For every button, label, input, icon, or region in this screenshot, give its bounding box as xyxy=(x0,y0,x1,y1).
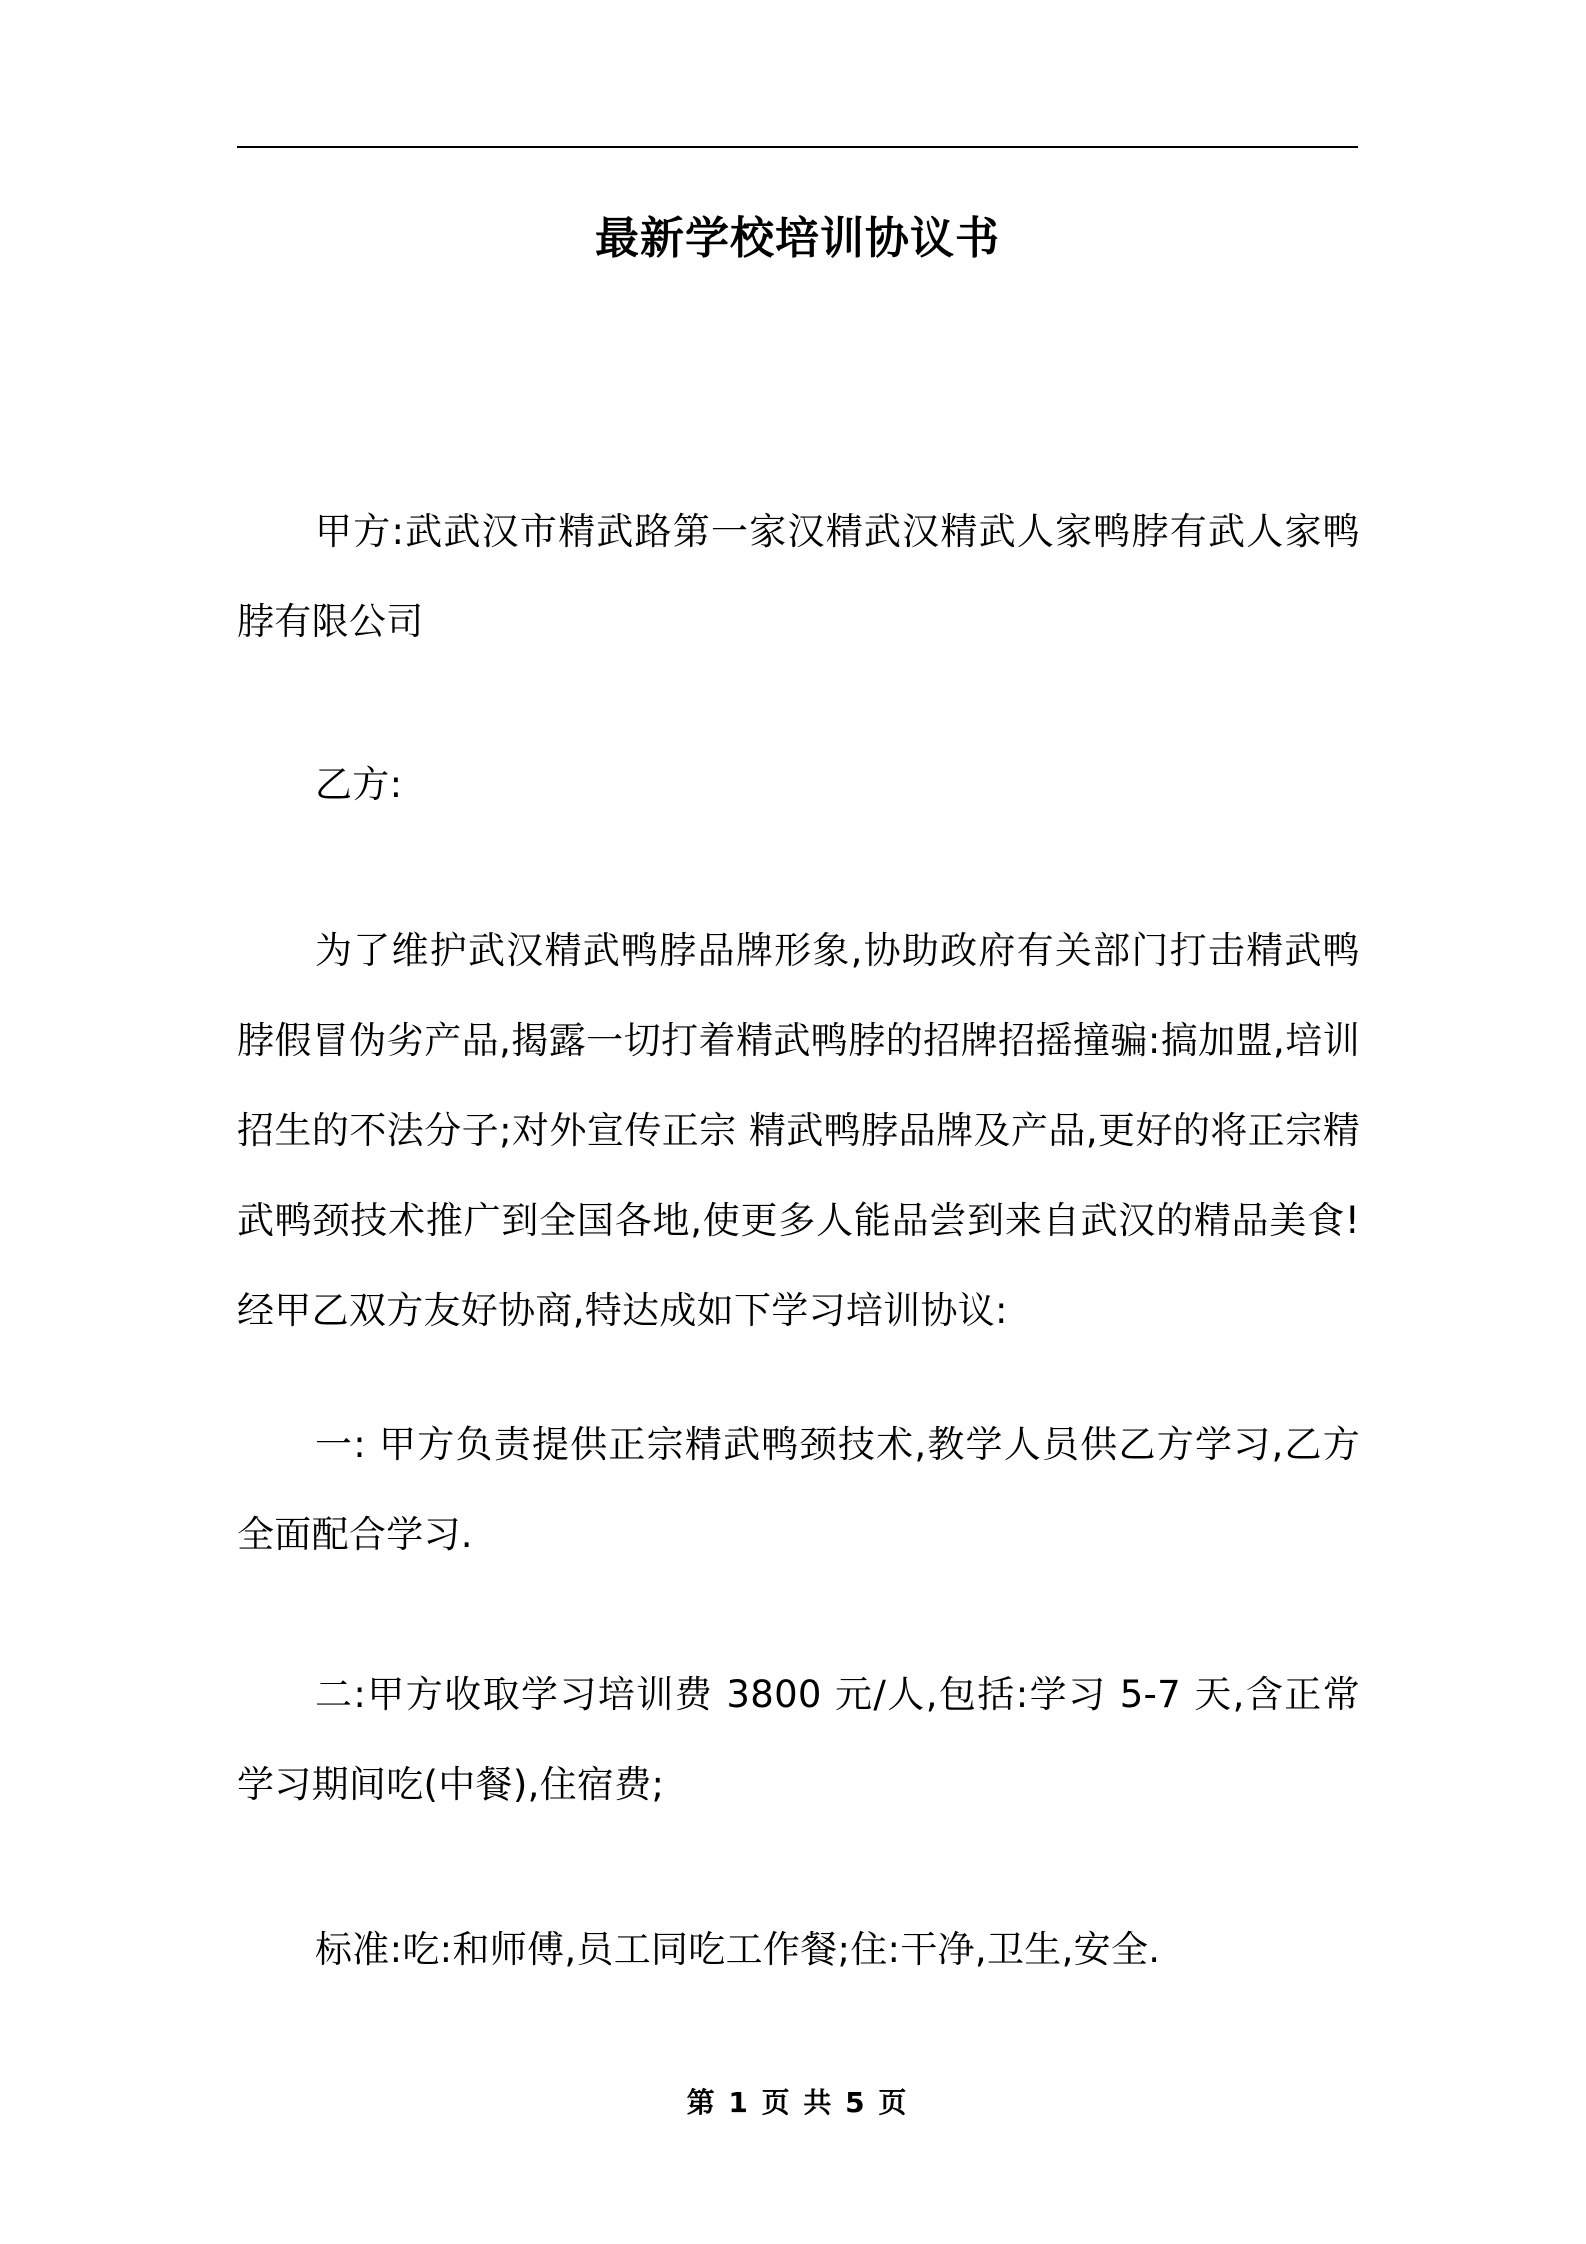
header-rule xyxy=(237,146,1358,148)
party-b-paragraph: 乙方: xyxy=(315,763,403,806)
standard-paragraph: 标准:吃:和师傅,员工同吃工作餐;住:干净,卫生,安全. xyxy=(315,1928,1161,1971)
clause-one-paragraph: 一: 甲方负责提供正宗精武鸭颈技术,教学人员供乙方学习,乙方全面配合学习. xyxy=(237,1423,1360,1556)
clause-two-paragraph: 二:甲方收取学习培训费 3800 元/人,包括:学习 5-7 天,含正常学习期间吃(中餐),住宿费; xyxy=(237,1673,1360,1806)
preamble-paragraph: 为了维护武汉精武鸭脖品牌形象,协助政府有关部门打击精武鸭脖假冒伪劣产品,揭露一切打着精武鸭脖的招牌招摇撞骗:搞加盟,培训招生的不法分子;对外宣传正宗 精武鸭脖品牌及产品,更好的将正宗精武鸭颈技术推广到全国各地,使更多人能品尝到来自武汉的精品美食!经甲乙双方友好协商,特达成如下学习培训协议: xyxy=(237,929,1360,1332)
document-title: 最新学校培训协议书 xyxy=(595,213,1000,264)
page-number-footer: 第 1 页 共 5 页 xyxy=(686,2086,909,2119)
party-a-paragraph: 甲方:武武汉市精武路第一家汉精武汉精武人家鸭脖有武人家鸭脖有限公司 xyxy=(237,510,1360,643)
